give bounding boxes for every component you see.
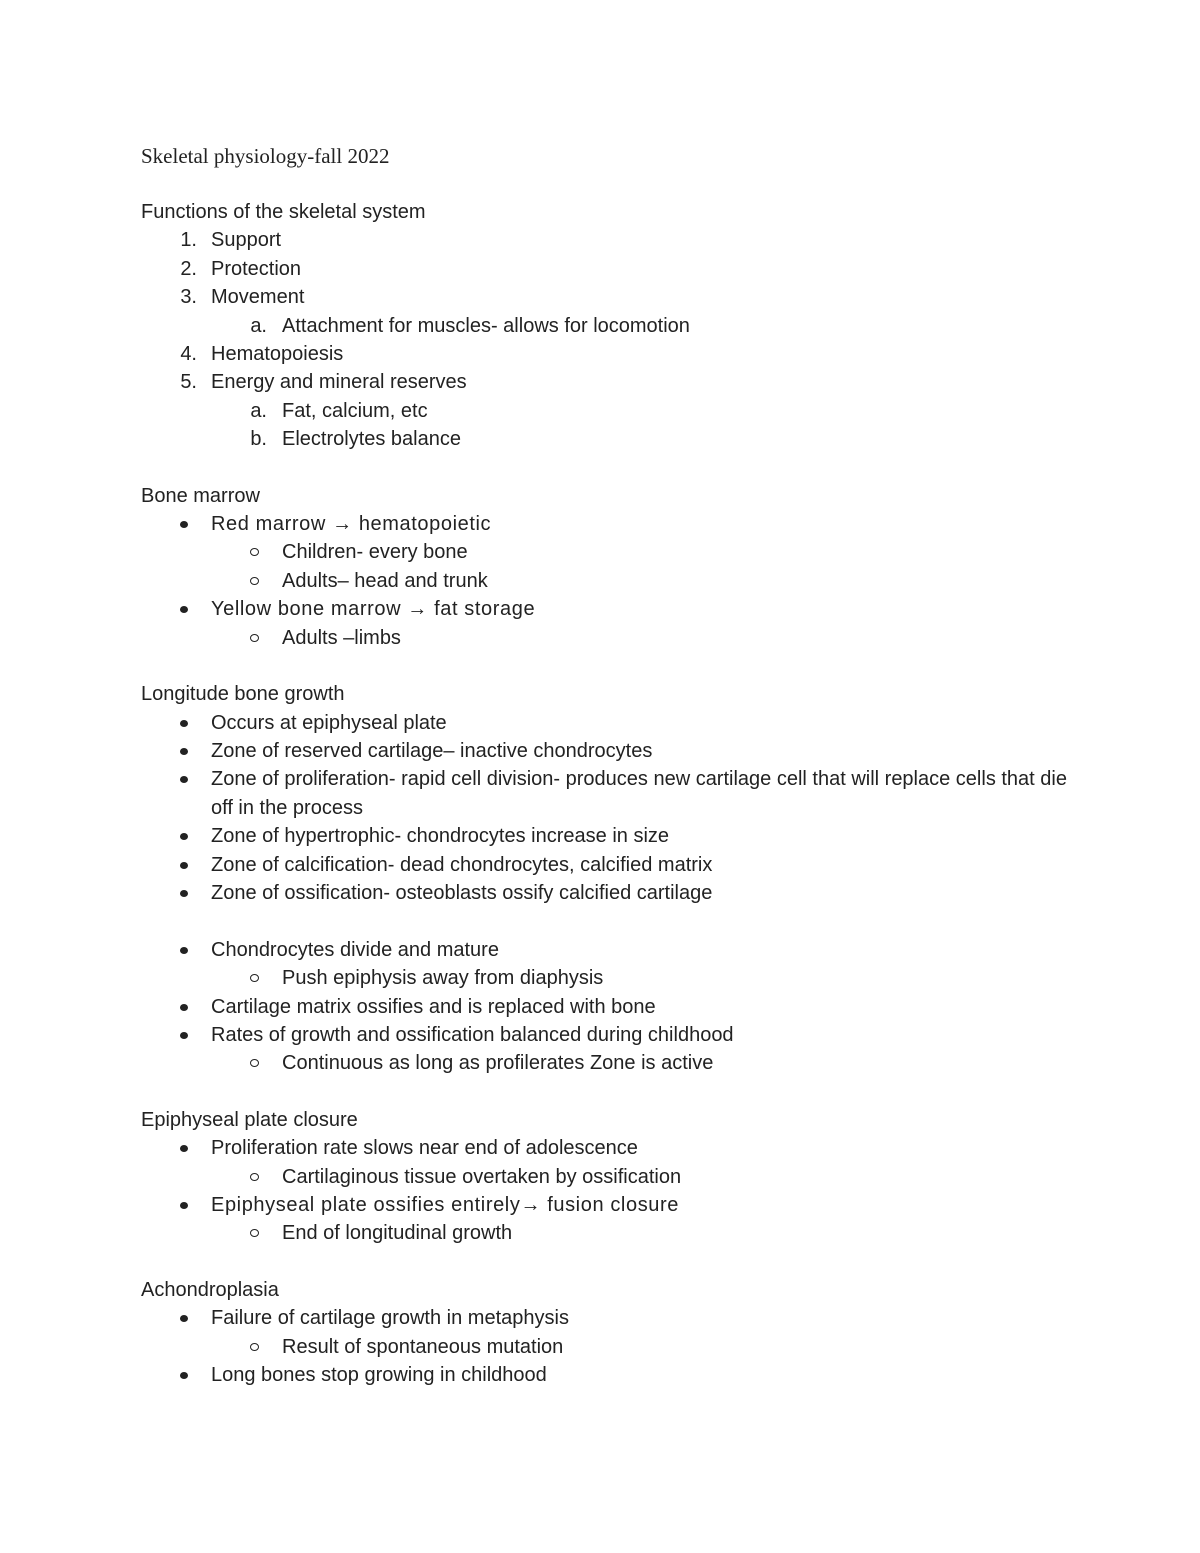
bullet-circle-icon xyxy=(250,1173,259,1181)
bullet-item xyxy=(141,1361,1081,1389)
bullet-dot-icon xyxy=(180,947,188,954)
bullet-dot-icon xyxy=(180,521,188,528)
list-item-text: Adults –limbs xyxy=(282,626,401,649)
list-item-text: Adults– head and trunk xyxy=(282,569,488,592)
list-item-text: Continuous as long as profilerates Zone is active xyxy=(282,1052,714,1075)
list-number: 4. xyxy=(180,343,197,366)
bullet-dot-icon xyxy=(180,1004,188,1011)
numbered-list-item xyxy=(141,368,1081,396)
list-item-text: Yellow bone marrow → fat storage xyxy=(211,598,536,621)
sub-bullet-item xyxy=(141,1049,1081,1077)
list-number: 1. xyxy=(180,229,197,252)
section-plate-closure xyxy=(141,1106,1081,1248)
bullet-item xyxy=(141,1134,1081,1162)
list-item-text: Zone of reserved cartilage– inactive chondrocytes xyxy=(211,739,653,762)
blank-line xyxy=(141,907,1081,935)
bullet-circle-icon xyxy=(250,1229,259,1237)
bullet-item xyxy=(141,822,1081,850)
bullet-dot-icon xyxy=(180,1202,188,1209)
lettered-sub-item xyxy=(141,312,1081,340)
list-item-text: Support xyxy=(211,229,282,252)
list-item-text: Children- every bone xyxy=(282,541,468,564)
section-achondroplasia xyxy=(141,1276,1081,1390)
list-item-text: Energy and mineral reserves xyxy=(211,371,467,394)
bullet-item xyxy=(141,879,1081,907)
bullet-item xyxy=(141,709,1081,737)
numbered-list-item xyxy=(141,226,1081,254)
bullet-item xyxy=(141,737,1081,765)
list-number: 3. xyxy=(180,286,197,309)
sub-bullet-item xyxy=(141,1219,1081,1247)
sub-bullet-item xyxy=(141,1163,1081,1191)
sub-bullet-item xyxy=(141,538,1081,566)
bullet-item xyxy=(141,765,1081,822)
section-functions xyxy=(141,198,1081,454)
bullet-dot-icon xyxy=(180,1032,188,1039)
list-item-text: Proliferation rate slows near end of adolescence xyxy=(211,1137,638,1160)
bullet-item xyxy=(141,510,1081,538)
bullet-circle-icon xyxy=(250,634,259,642)
list-item-text: Chondrocytes divide and mature xyxy=(211,938,499,961)
sub-bullet-item xyxy=(141,567,1081,595)
sub-bullet-item xyxy=(141,964,1081,992)
section-heading: Longitude bone growth xyxy=(141,683,345,706)
document-page xyxy=(141,140,1081,1417)
bullet-circle-icon xyxy=(250,1059,259,1067)
list-item-text: Protection xyxy=(211,257,302,280)
list-item-text: Zone of ossification- osteoblasts ossify calcified cartilage xyxy=(211,881,713,904)
section-heading: Epiphyseal plate closure xyxy=(141,1108,358,1131)
bullet-circle-icon xyxy=(250,974,259,982)
section-heading: Achondroplasia xyxy=(141,1278,279,1301)
bullet-circle-icon xyxy=(250,1343,259,1351)
bullet-circle-icon xyxy=(250,577,259,585)
list-item-text: Push epiphysis away from diaphysis xyxy=(282,967,604,990)
numbered-list-item xyxy=(141,340,1081,368)
list-item-text: Cartilaginous tissue overtaken by ossification xyxy=(282,1165,682,1188)
numbered-list-item xyxy=(141,255,1081,283)
list-item-text: Zone of calcification- dead chondrocytes, calcified matrix xyxy=(211,853,713,876)
bullet-dot-icon xyxy=(180,748,188,755)
list-item-text: Hematopoiesis xyxy=(211,343,344,366)
bullet-dot-icon xyxy=(180,890,188,897)
bullet-item xyxy=(141,936,1081,964)
sub-bullet-item xyxy=(141,624,1081,652)
list-item-text: Electrolytes balance xyxy=(282,428,461,451)
sub-bullet-item xyxy=(141,1333,1081,1361)
bullet-dot-icon xyxy=(180,1145,188,1152)
bullet-item xyxy=(141,1304,1081,1332)
list-number: 5. xyxy=(180,371,197,394)
bullet-item xyxy=(141,851,1081,879)
list-item-text: Red marrow → hematopoietic xyxy=(211,513,492,536)
list-item-text: Result of spontaneous mutation xyxy=(282,1335,564,1358)
list-item-text: Long bones stop growing in childhood xyxy=(211,1364,547,1387)
section-heading: Bone marrow xyxy=(141,484,260,507)
list-item-text: Attachment for muscles- allows for locomotion xyxy=(282,314,690,337)
bullet-dot-icon xyxy=(180,862,188,869)
bullet-dot-icon xyxy=(180,720,188,727)
bullet-dot-icon xyxy=(180,833,188,840)
section-longitude-growth xyxy=(141,680,1081,1078)
bullet-circle-icon xyxy=(250,548,259,556)
list-item-text: End of longitudinal growth xyxy=(282,1222,513,1245)
bullet-dot-icon xyxy=(180,606,188,613)
section-bone-marrow xyxy=(141,482,1081,652)
list-letter: a. xyxy=(250,399,267,422)
list-item-text: Failure of cartilage growth in metaphysis xyxy=(211,1307,569,1330)
bullet-dot-icon xyxy=(180,776,188,783)
list-item-text: Fat, calcium, etc xyxy=(282,399,428,422)
list-item-text: Occurs at epiphyseal plate xyxy=(211,711,447,734)
list-item-text: Zone of hypertrophic- chondrocytes increase in size xyxy=(211,825,670,848)
list-item-text: Rates of growth and ossification balanced during childhood xyxy=(211,1023,734,1046)
bullet-item xyxy=(141,993,1081,1021)
bullet-dot-icon xyxy=(180,1315,188,1322)
bullet-item xyxy=(141,1191,1081,1219)
list-letter: b. xyxy=(250,428,267,451)
numbered-list-item xyxy=(141,283,1081,311)
list-number: 2. xyxy=(180,257,197,280)
list-item-text: Movement xyxy=(211,286,305,309)
document-title: Skeletal physiology-fall 2022 xyxy=(141,144,390,168)
lettered-sub-item xyxy=(141,397,1081,425)
lettered-sub-item xyxy=(141,425,1081,453)
list-item-text: Zone of proliferation- rapid cell division- produces new cartilage cell that will replace cells that die off in the process xyxy=(211,768,1067,819)
list-item-text: Epiphyseal plate ossifies entirely→ fusion closure xyxy=(211,1193,679,1216)
bullet-item xyxy=(141,1021,1081,1049)
section-heading: Functions of the skeletal system xyxy=(141,201,426,223)
list-letter: a. xyxy=(250,314,267,337)
list-item-text: Cartilage matrix ossifies and is replaced with bone xyxy=(211,995,656,1018)
bullet-item xyxy=(141,595,1081,623)
bullet-dot-icon xyxy=(180,1372,188,1379)
